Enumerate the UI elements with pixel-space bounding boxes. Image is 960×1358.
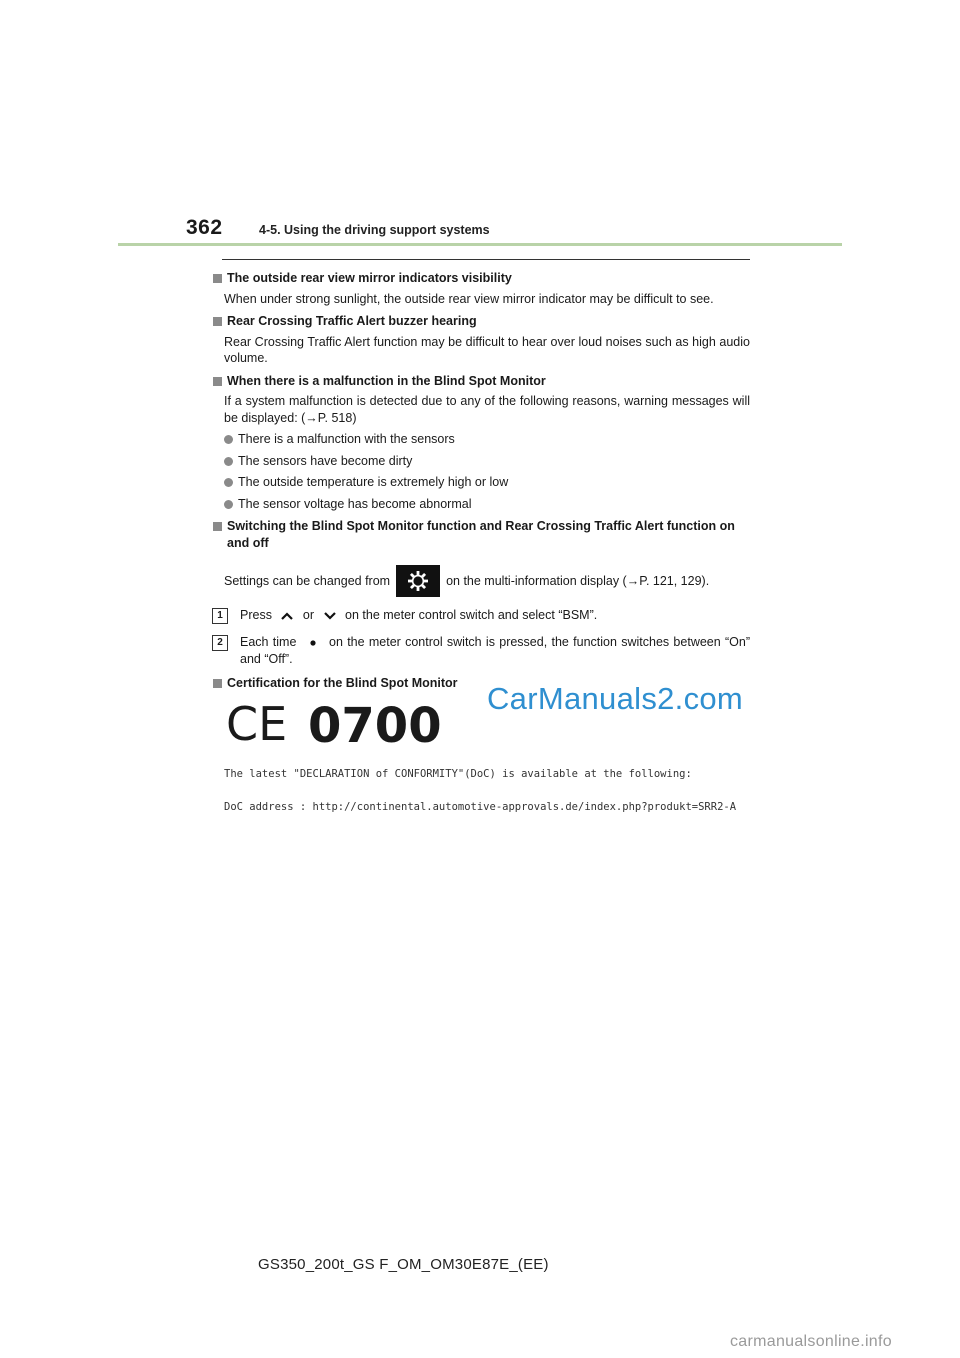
declaration-text: The latest "DECLARATION of CONFORMITY"(DoC) is available at the following: xyxy=(224,768,692,780)
gear-icon xyxy=(396,565,440,597)
chevron-down-icon xyxy=(321,608,339,624)
svg-text:0700: 0700 xyxy=(308,698,442,754)
page-number: 362 xyxy=(186,216,223,239)
square-bullet-icon xyxy=(213,274,222,283)
settings-instruction: Settings can be changed from on the multi-information display (→P. 121, 129). xyxy=(224,565,750,597)
content-divider xyxy=(222,259,750,260)
section-heading: Certification for the Blind Spot Monitor xyxy=(210,675,750,692)
content-area xyxy=(210,270,750,692)
section-body: When under strong sunlight, the outside rear view mirror indicator may be difficult to see. xyxy=(224,291,714,306)
bottom-watermark: carmanualsonline.info xyxy=(730,1333,892,1350)
svg-text:CE: CE xyxy=(226,697,288,751)
enter-dot-icon xyxy=(304,635,322,651)
dot-bullet-icon xyxy=(224,435,233,444)
square-bullet-icon xyxy=(213,317,222,326)
dot-bullet-icon xyxy=(224,500,233,509)
section-heading: The outside rear view mirror indicators visibility xyxy=(210,270,750,287)
header-divider xyxy=(118,243,842,246)
dot-bullet-icon xyxy=(224,457,233,466)
list-item: There is a malfunction with the sensors xyxy=(224,431,750,448)
step-item: 2 Each time on the meter control switch is pressed, the function switches between “On” and “Off”. xyxy=(212,634,750,667)
list-item: The sensor voltage has become abnormal xyxy=(224,496,750,513)
section-title: 4-5. Using the driving support systems xyxy=(259,223,490,237)
list-item: The outside temperature is extremely high or low xyxy=(224,474,750,491)
section-heading: Rear Crossing Traffic Alert buzzer hearing xyxy=(210,313,750,330)
watermark: CarManuals2.com xyxy=(487,681,744,716)
document-footer: GS350_200t_GS F_OM_OM30E87E_(EE) xyxy=(258,1256,549,1273)
square-bullet-icon xyxy=(213,522,222,531)
ce-certification-mark xyxy=(226,697,442,754)
section-heading: Switching the Blind Spot Monitor function and Rear Crossing Traffic Alert function on and off xyxy=(210,518,750,551)
section-heading: When there is a malfunction in the Blind Spot Monitor xyxy=(210,373,750,390)
square-bullet-icon xyxy=(213,377,222,386)
dot-bullet-icon xyxy=(224,478,233,487)
section-body: Rear Crossing Traffic Alert function may be difficult to hear over loud noises such as high audio volume. xyxy=(224,334,750,365)
section-body: If a system malfunction is detected due to any of the following reasons, warning messages will be displayed: (→P. 518) xyxy=(224,394,750,425)
step-number: 1 xyxy=(212,608,228,624)
chevron-up-icon xyxy=(278,608,296,624)
step-item: 1 Press or on the meter control switch and select “BSM”. xyxy=(212,607,750,624)
square-bullet-icon xyxy=(213,679,222,688)
step-number: 2 xyxy=(212,635,228,651)
doc-address: DoC address : http://continental.automotive-approvals.de/index.php?produkt=SRR2-A xyxy=(224,801,737,813)
list-item: The sensors have become dirty xyxy=(224,453,750,470)
